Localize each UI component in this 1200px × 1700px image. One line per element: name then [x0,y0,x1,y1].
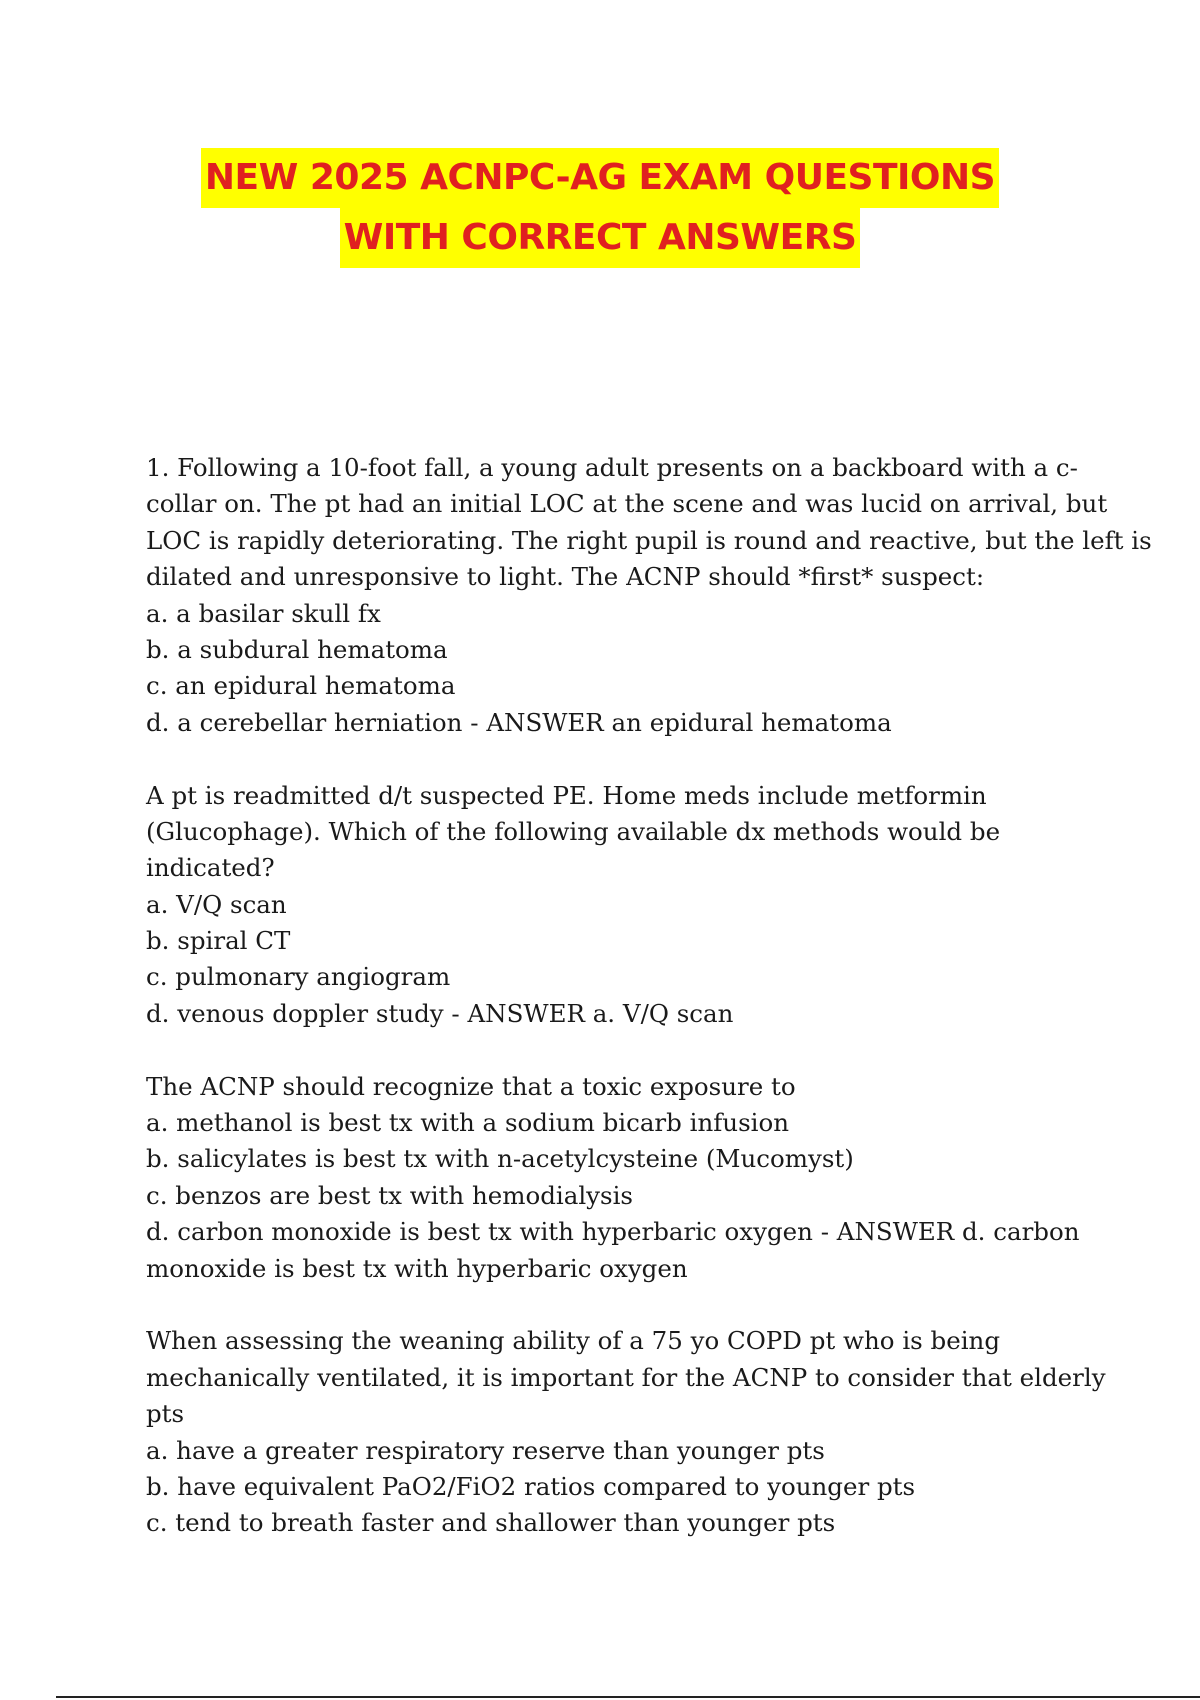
answer-option: c. tend to breath faster and shallower than younger pts [146,1508,836,1538]
title-line-2: WITH CORRECT ANSWERS [340,208,861,268]
question-text-line: indicated? [146,853,275,883]
answer-option: b. have equivalent PaO2/FiO2 ratios compared to younger pts [146,1471,916,1501]
answer-continuation: monoxide is best tx with hyperbaric oxygen [146,1253,688,1283]
answer-option: a. methanol is best tx with a sodium bicarb infusion [146,1108,790,1138]
answer-option: a. V/Q scan [146,889,287,919]
question-text-line: When assessing the weaning ability of a 75 yo COPD pt who is being [146,1326,1001,1356]
question-text-line: mechanically ventilated, it is important for the ACNP to consider that elderly [146,1362,1106,1392]
question-2 [146,778,1076,1033]
question-text-line: (Glucophage). Which of the following available dx methods would be [146,816,1001,846]
question-text-line: 1. Following a 10-foot fall, a young adult presents on a backboard with a c- [146,453,1078,482]
answer-option: c. pulmonary angiogram [146,962,451,992]
question-text-line: LOC is rapidly deteriorating. The right pupil is round and reactive, but the left is [146,525,1152,555]
answer-option: b. a subdural hematoma [146,634,448,664]
page-bottom-rule [56,1696,1200,1698]
question-text-line: pts [146,1399,185,1429]
question-text-line: The ACNP should recognize that a toxic exposure to [146,1071,796,1101]
answer-option: c. an epidural hematoma [146,671,456,701]
answer-option: a. have a greater respiratory reserve than younger pts [146,1435,825,1465]
answer-option-with-answer: d. venous doppler study - ANSWER a. V/Q scan [146,998,734,1028]
questions-section [146,450,1152,1578]
answer-option: b. spiral CT [146,926,291,956]
question-4 [146,1323,1106,1541]
answer-option: c. benzos are best tx with hemodialysis [146,1180,633,1210]
question-text-line: A pt is readmitted d/t suspected PE. Home meds include metformin [146,780,987,810]
question-1 [146,450,1152,741]
question-3 [146,1069,1080,1287]
title-line-1: NEW 2025 ACNPC-AG EXAM QUESTIONS [201,148,999,208]
answer-option: b. salicylates is best tx with n-acetylcysteine (Mucomyst) [146,1144,854,1174]
answer-option-with-answer: d. carbon monoxide is best tx with hyperbaric oxygen - ANSWER d. carbon [146,1217,1080,1247]
question-text-line: collar on. The pt had an initial LOC at the scene and was lucid on arrival, but [146,489,1108,519]
answer-option: a. a basilar skull fx [146,598,381,628]
document-title [0,148,1200,268]
answer-option-with-answer: d. a cerebellar herniation - ANSWER an epidural hematoma [146,707,892,737]
question-text-line: dilated and unresponsive to light. The ACNP should *first* suspect: [146,562,985,592]
